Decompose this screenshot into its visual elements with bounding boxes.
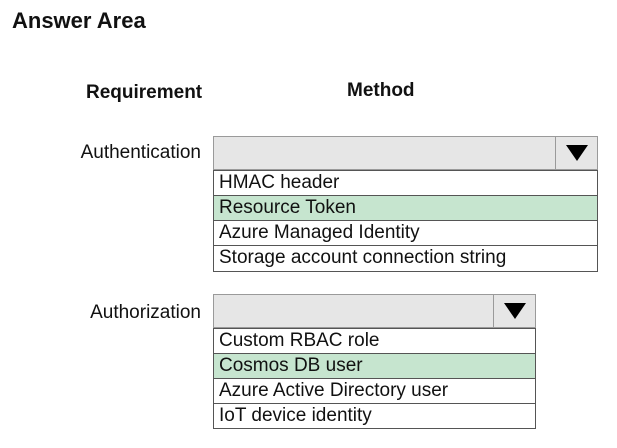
- authentication-label: Authentication: [80, 142, 201, 163]
- authentication-option[interactable]: Azure Managed Identity: [214, 221, 597, 246]
- authorization-dropdown[interactable]: [213, 294, 536, 328]
- authentication-dropdown-button[interactable]: [555, 137, 597, 169]
- authorization-label: Authorization: [90, 302, 201, 323]
- authorization-options-list: [213, 328, 536, 429]
- authorization-option-selected[interactable]: Cosmos DB user: [214, 354, 535, 379]
- authentication-option-selected[interactable]: Resource Token: [214, 196, 597, 221]
- authentication-option[interactable]: HMAC header: [214, 171, 597, 196]
- triangle-down-icon: [566, 145, 588, 161]
- requirement-header: Requirement: [86, 82, 203, 103]
- authentication-option[interactable]: Storage account connection string: [219, 247, 507, 268]
- authentication-dropdown[interactable]: [213, 136, 598, 170]
- authorization-dropdown-button[interactable]: [493, 295, 535, 327]
- method-header: Method: [347, 80, 415, 101]
- authorization-option[interactable]: IoT device identity: [219, 405, 372, 426]
- answer-area-title: Answer Area: [12, 8, 146, 33]
- authentication-options-list: [213, 170, 598, 272]
- authorization-option[interactable]: Custom RBAC role: [214, 329, 535, 354]
- triangle-down-icon: [504, 303, 526, 319]
- authorization-option[interactable]: Azure Active Directory user: [214, 379, 535, 404]
